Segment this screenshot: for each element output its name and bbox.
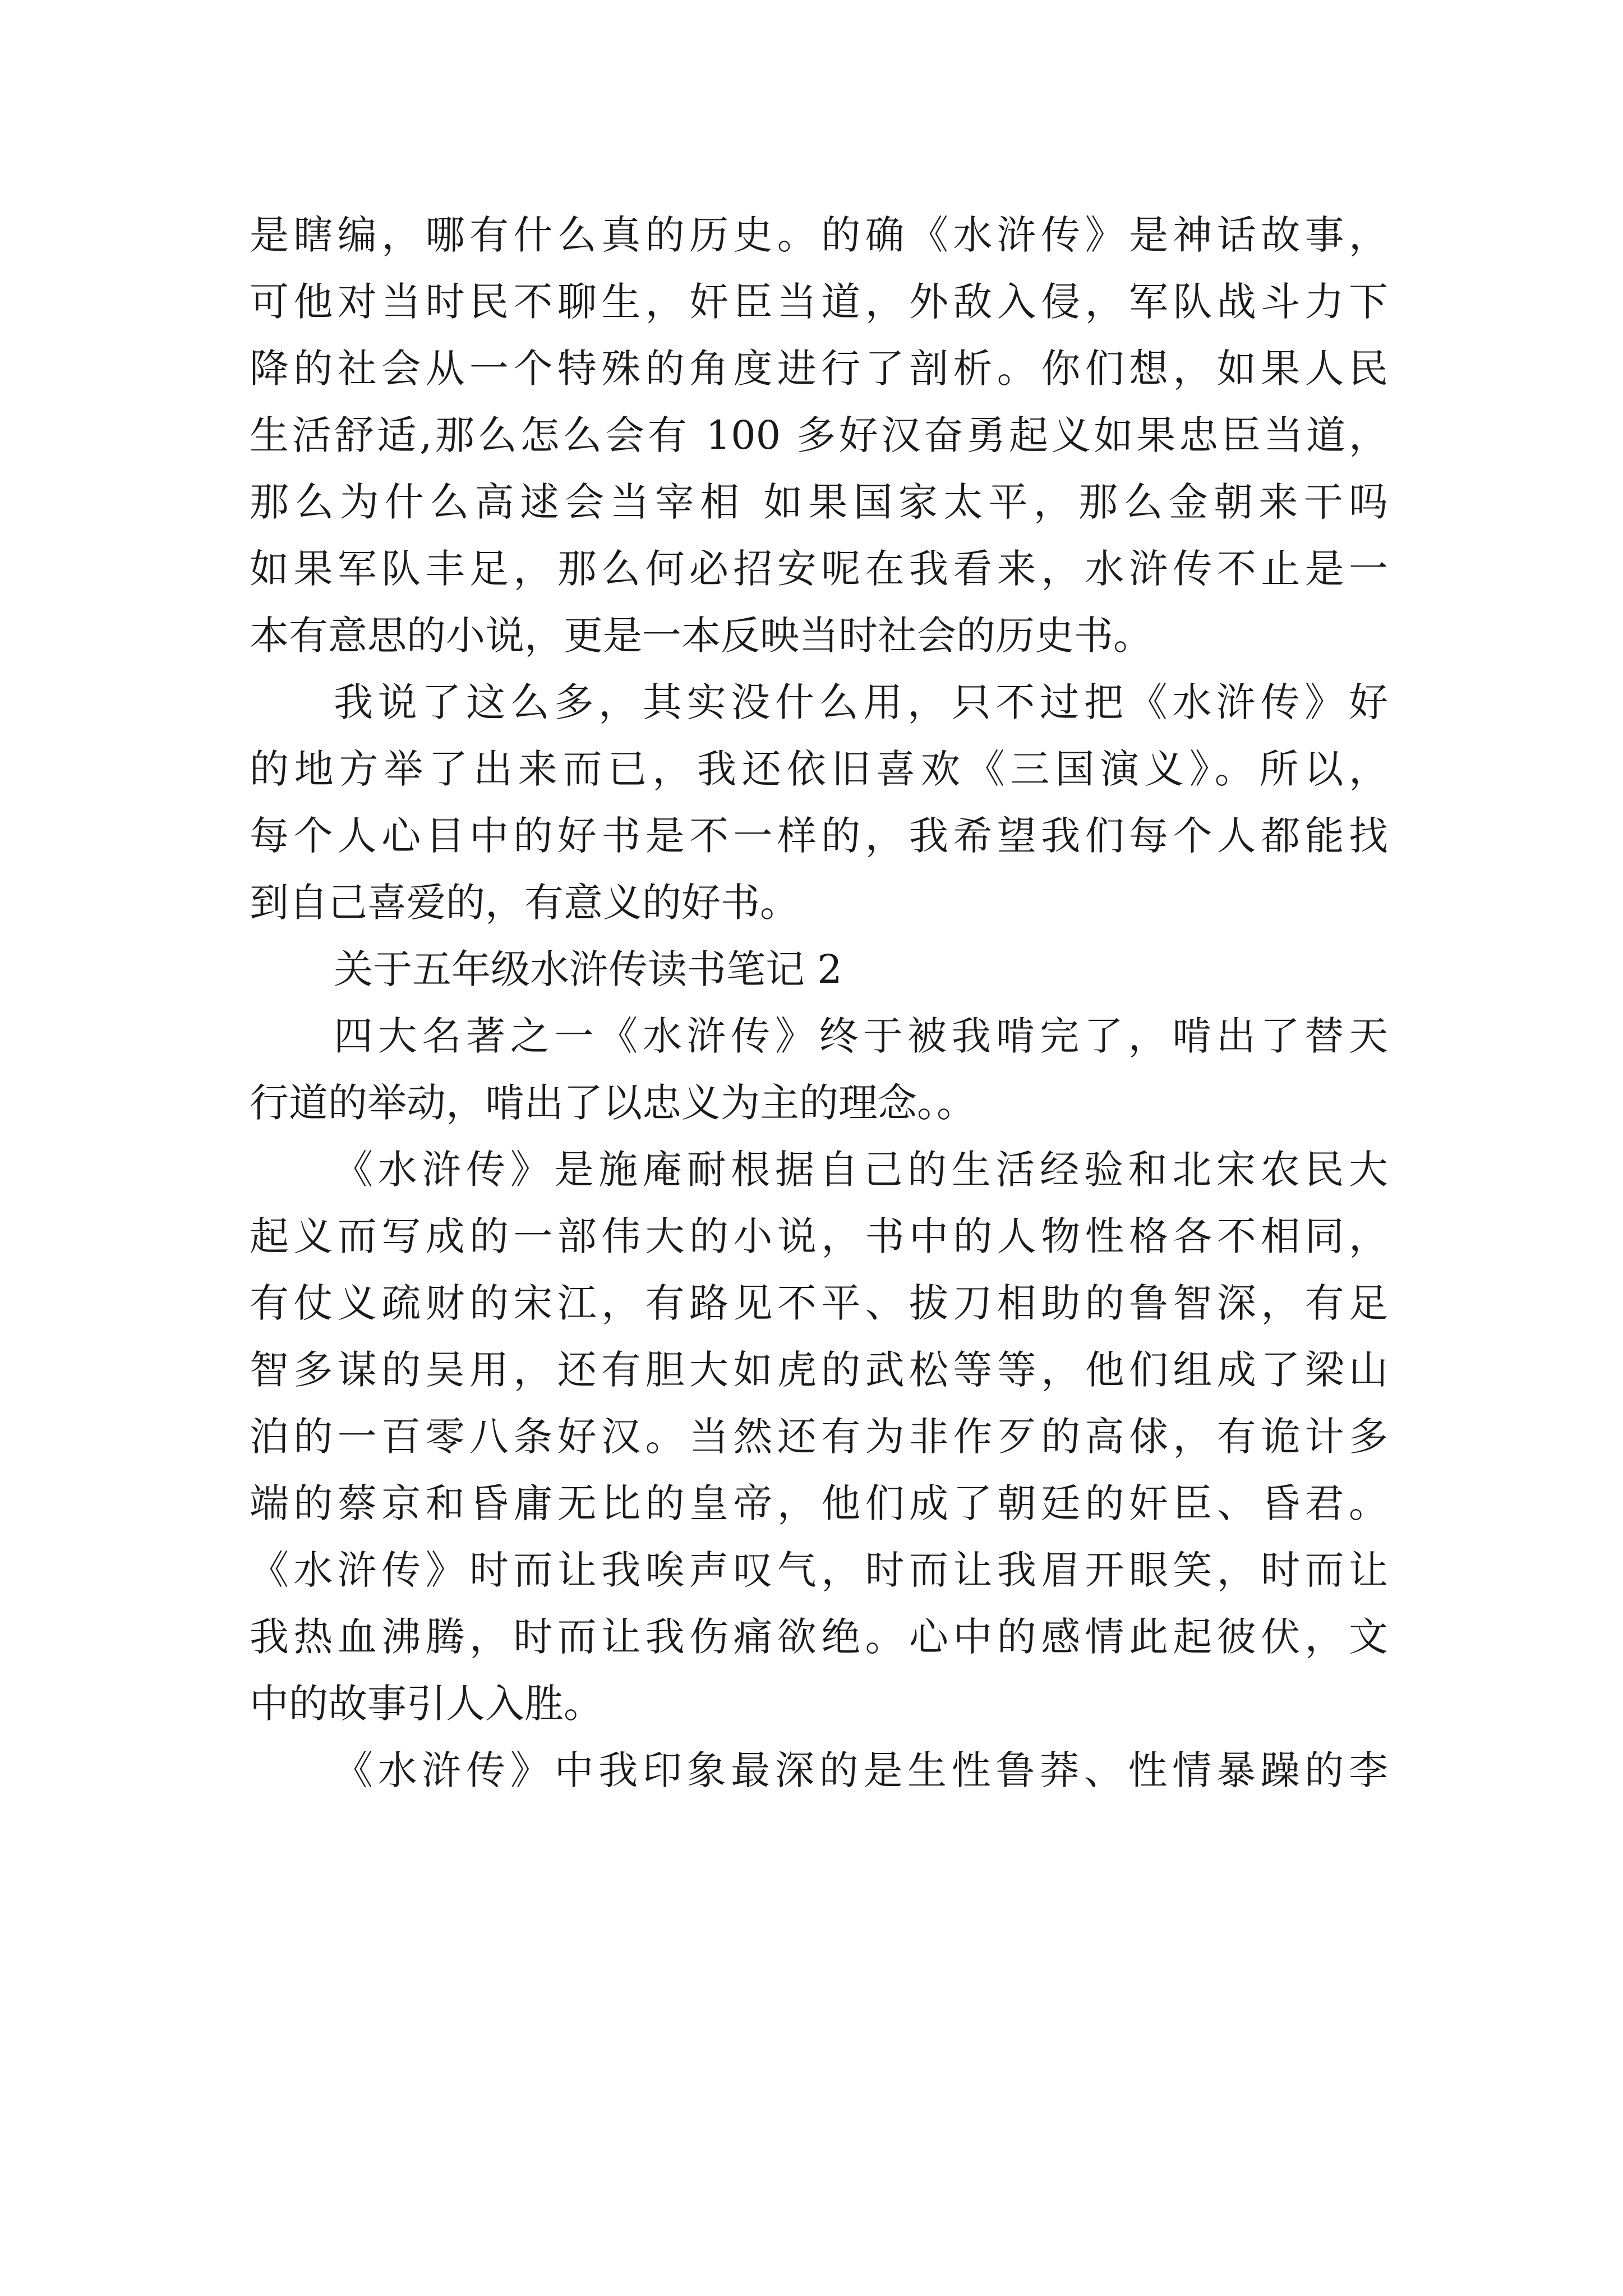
text-line: 可他对当时民不聊生，奸臣当道，外敌入侵，军队战斗力下 <box>250 279 1388 325</box>
text-line: 我热血沸腾，时而让我伤痛欲绝。心中的感情此起彼伏，文 <box>250 1614 1388 1660</box>
text-line: 每个人心目中的好书是不一样的，我希望我们每个人都能找 <box>250 813 1388 859</box>
text-line: 四大名著之一《水浒传》终于被我啃完了，啃出了替天 <box>334 1013 1388 1059</box>
text-line: 我说了这么多，其实没什么用，只不过把《水浒传》好 <box>334 679 1388 725</box>
text-line: 《水浒传》是施庵耐根据自己的生活经验和北宋农民大 <box>334 1147 1388 1193</box>
document-body <box>250 202 1388 1804</box>
text-line: 行道的举动，啃出了以忠义为主的理念。。 <box>250 1080 976 1126</box>
text-line: 本有意思的小说，更是一本反映当时社会的历史书。 <box>250 613 1152 659</box>
text-line: 《水浒传》中我印象最深的是生性鲁莽、性情暴躁的李 <box>334 1747 1388 1793</box>
text-line: 泊的一百零八条好汉。当然还有为非作歹的高俅，有诡计多 <box>250 1414 1388 1460</box>
text-line: 《水浒传》时而让我唉声叹气，时而让我眉开眼笑，时而让 <box>250 1547 1388 1593</box>
text-line: 到自己喜爱的，有意义的好书。 <box>250 880 799 926</box>
text-line: 关于五年级水浒传读书笔记 2 <box>334 946 842 992</box>
text-line: 那么为什么高逑会当宰相 如果国家太平，那么金朝来干吗 <box>250 479 1388 525</box>
text-line: 端的蔡京和昏庸无比的皇帝，他们成了朝廷的奸臣、昏君。 <box>250 1480 1388 1526</box>
text-line: 降的社会从一个特殊的角度进行了剖析。你们想，如果人民 <box>250 346 1388 392</box>
text-line: 起义而写成的一部伟大的小说，书中的人物性格各不相同， <box>250 1213 1388 1259</box>
text-line: 的地方举了出来而已，我还依旧喜欢《三国演义》。所以， <box>250 746 1388 792</box>
text-line: 如果军队丰足，那么何必招安呢在我看来，水浒传不止是一 <box>250 546 1388 592</box>
text-line: 智多谋的吴用，还有胆大如虎的武松等等，他们组成了梁山 <box>250 1347 1388 1393</box>
text-line: 生活舒适,那么怎么会有 100 多好汉奋勇起义如果忠臣当道， <box>250 412 1388 458</box>
text-line: 是瞎编，哪有什么真的历史。的确《水浒传》是神话故事， <box>250 212 1388 258</box>
text-line: 有仗义疏财的宋江，有路见不平、拔刀相助的鲁智深，有足 <box>250 1280 1388 1326</box>
text-line: 中的故事引人入胜。 <box>250 1681 603 1727</box>
